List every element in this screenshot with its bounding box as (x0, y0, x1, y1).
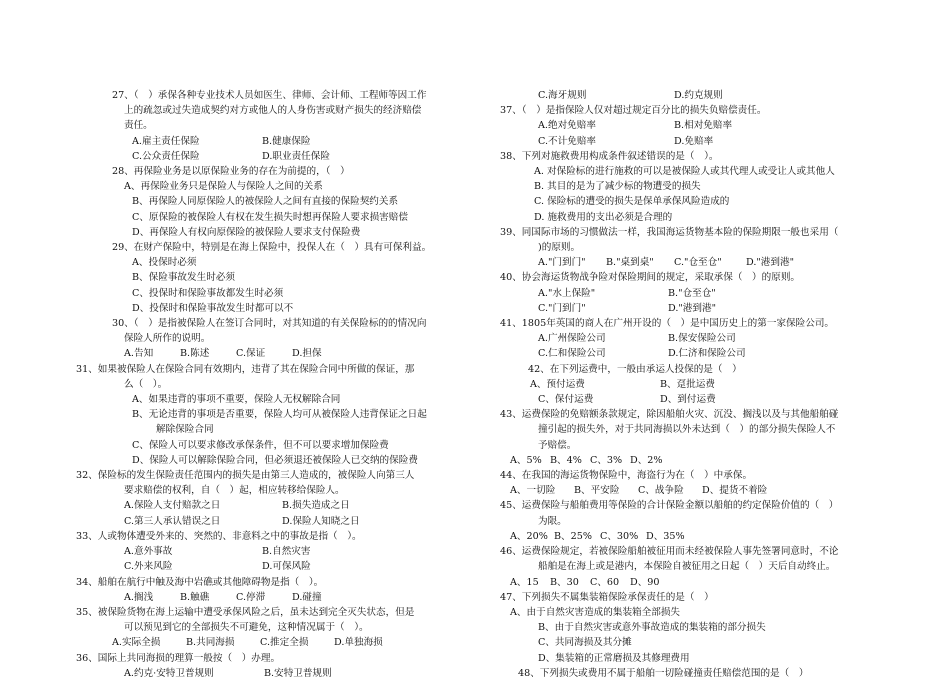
option-a: A.雇主责任保险 (132, 135, 200, 147)
option-d: D.碰撞 (292, 591, 322, 603)
option-a: A、如果违背的事项不重要，保险人无权解除合同 (132, 394, 341, 406)
question-text: 27、（ ）承保各种专业技术人员如医生、律师、会计师、工程师等因工作 (112, 90, 427, 101)
option-a: A. 对保险标的进行施救的可以是被保险人或其代理人或受让人或其他人 (534, 166, 835, 178)
option-d: D.仁济和保险公司 (668, 348, 746, 360)
option-b-cont: 解除保险合同 (156, 424, 214, 436)
left-column (76, 88, 476, 681)
option-a: A."门到门" (538, 257, 586, 269)
question-37 (500, 103, 900, 149)
option-d: D.担保 (292, 348, 322, 360)
question-text: 43、运费保险的免赔额条款规定，除因船舶火灾、沉没、搁浅以及与其他船舶碰 (500, 409, 839, 421)
option-a: A、20% (510, 530, 548, 542)
option-row (76, 134, 476, 149)
option-d: D.职业责任保险 (262, 150, 330, 162)
question-text: )的原则。 (538, 242, 581, 254)
option-row (500, 392, 900, 407)
option-c: C、原保险的被保险人有权在发生损失时想再保险人要求损害赔偿 (132, 211, 408, 223)
question-46 (500, 544, 900, 590)
question-text: 46、运费保险规定，若被保险船舶被征用而未经被保险人事先签署同意时，不论 (500, 546, 839, 558)
option-d: D、90 (630, 576, 660, 588)
option-b: B、保险事故发生时必须 (132, 272, 235, 284)
question-44 (500, 468, 900, 498)
question-39 (500, 225, 900, 271)
question-text: 37、（ ）是指保险人仅对超过规定百分比的损失负赔偿责任。 (500, 105, 767, 117)
option-c: C、投保时和保险事故都发生时必须 (132, 287, 284, 299)
option-d: D、投保时和保险事故发生时都可以不 (132, 302, 294, 314)
option-d: D、到付运费 (660, 394, 716, 406)
option-c: C、保险人可以要求修改承保条件，但不可以要求增加保险费 (132, 439, 389, 451)
option-d: D.约克规则 (674, 90, 723, 101)
question-41 (500, 316, 900, 362)
option-row (76, 346, 476, 361)
option-d: D.免赔率 (674, 135, 714, 147)
option-c: C、60 (590, 576, 620, 588)
option-a: A、投保时必须 (132, 257, 197, 269)
option-b: B、25% (554, 530, 592, 542)
option-row (76, 149, 476, 164)
option-c: C.保证 (236, 348, 266, 360)
option-a: A.约克·安特卫普规则 (124, 667, 214, 679)
option-a: A.保险人支付赔款之日 (124, 500, 221, 512)
option-d: D.单独海损 (334, 637, 383, 649)
option-d: D、保险人可以解除保险合同，但必须退还被保险人已交纳的保险费 (132, 454, 418, 466)
question-text: 可以预见到它的全部损失不可避免，这种情况属于（ ）。 (124, 622, 369, 634)
option-b: B.共同海损 (186, 637, 235, 649)
question-text: 32、保险标的发生保险责任范围内的损失是由第三人造成的，被保险人向第三人 (76, 470, 415, 482)
question-text: 47、下列损失不属集装箱保险承保责任的是（ ） (500, 591, 714, 603)
option-row (76, 514, 476, 529)
question-33 (76, 529, 476, 575)
option-row (500, 331, 900, 346)
option-row (500, 453, 900, 468)
option-a: A、5% (510, 454, 542, 466)
option-row (76, 544, 476, 559)
question-text: 40、协会海运货物战争险对保险期间的规定，采取承保（ ）的原则。 (500, 272, 801, 284)
option-c: C.不计免赔率 (538, 135, 597, 147)
question-text: 撞引起的损失外，对于共同海损以外未达到（ ）的部分损失保险人不 (538, 424, 836, 436)
question-45 (500, 498, 900, 544)
option-d: D.保险人知晓之日 (282, 515, 360, 527)
question-47 (500, 590, 900, 666)
question-30 (76, 316, 476, 362)
option-a: A.绝对免赔率 (538, 120, 596, 132)
option-d: D、2% (630, 454, 663, 466)
question-32 (76, 468, 476, 529)
question-42 (500, 362, 900, 408)
option-row (76, 635, 476, 650)
option-a: A、由于自然灾害造成的集装箱全部损失 (510, 606, 681, 618)
question-38 (500, 149, 900, 225)
question-text: 责任。 (124, 120, 153, 132)
question-36-continued (500, 88, 900, 103)
right-column (500, 88, 900, 681)
option-b: B、30 (550, 576, 579, 588)
question-text: 为限。 (538, 515, 567, 527)
question-text: 45、运费保险与船舶费用等保险的合计保险金额以船舶的约定保险价值的（ ） (500, 500, 839, 512)
question-40 (500, 270, 900, 316)
question-text: 42、在下列运费中，一般由承运人投保的是（ ） (528, 363, 742, 375)
question-27 (76, 88, 476, 164)
option-c: C、30% (600, 530, 639, 542)
question-text: 44、在我国的海运货物保险中，海盗行为在（ ）中承保。 (500, 470, 753, 482)
question-text: 29、在财产保险中，特别是在海上保险中，投保人在（ ）具有可保利益。 (112, 242, 432, 254)
option-b: B、4% (550, 454, 582, 466)
question-text: 上的疏忽或过失造成契约对方或他人的人身伤害或财产损失的经济赔偿 (124, 105, 422, 117)
question-text: 28、再保险业务是以原保险业务的存在为前提的，（ ） (112, 166, 350, 178)
option-b: B.触礁 (180, 591, 210, 603)
option-c: C.海牙规则 (538, 90, 587, 101)
question-text: 30、（ ）是指被保险人在签订合同时，对其知道的有关保险标的的情况向 (112, 318, 427, 330)
option-b: B.保安保险公司 (668, 333, 736, 345)
option-row (500, 286, 900, 301)
option-b: B.健康保险 (262, 135, 311, 147)
option-a: A、再保险业务只是保险人与保险人之间的关系 (124, 181, 323, 193)
option-c: C."仓至仓" (674, 257, 722, 269)
option-b: B.相对免赔率 (674, 120, 733, 132)
option-c: C. 保险标的遭受的损失是保单承保风险造成的 (534, 196, 730, 208)
option-c: C."门到门" (538, 302, 586, 314)
option-c: C.推定全损 (260, 637, 309, 649)
question-43 (500, 407, 900, 468)
option-a: A、一切险 (510, 485, 556, 497)
question-34 (76, 575, 476, 605)
option-c: C.公众责任保险 (132, 150, 200, 162)
option-b: B、无论违背的事项是否重要，保险人均可从被保险人违背保证之日起 (132, 409, 427, 421)
option-c: C.外来风险 (124, 561, 173, 573)
option-row (500, 346, 900, 361)
option-b: B. 其目的是为了减少标的物遭受的损失 (534, 181, 701, 193)
question-text: 35、被保险货物在海上运输中遭受承保风险之后，虽未达到完全灭失状态，但是 (76, 606, 415, 618)
option-a: A.广州保险公司 (538, 333, 606, 345)
question-text: 予赔偿。 (538, 439, 577, 451)
question-text: 39、同国际市场的习惯做法一样，我国海运货物基本险的保险期限一般也采用（ (500, 226, 839, 238)
option-b: B.陈述 (180, 348, 210, 360)
option-c: C、共同海损及其分摊 (538, 637, 632, 649)
option-row (500, 377, 900, 392)
option-row (500, 118, 900, 133)
option-b: B."仓至仓" (668, 287, 716, 299)
question-29 (76, 240, 476, 316)
question-text: 41、1805年英国的商人在广州开设的（ ）是中国历史上的第一家保险公司。 (500, 318, 835, 330)
option-d: D."港到港" (746, 257, 795, 269)
option-b: B、平安险 (574, 485, 620, 497)
option-d: D、再保险人有权向原保险的被保险人要求支付保险费 (132, 226, 361, 238)
option-row (76, 666, 476, 681)
option-row (76, 590, 476, 605)
question-31 (76, 362, 476, 468)
option-b: B、由于自然灾害或意外事故造成的集装箱的部分损失 (538, 622, 766, 634)
option-b: B、再保险人同原保险人的被保险人之间有直接的保险契约关系 (132, 196, 399, 208)
option-c: C、保付运费 (538, 394, 594, 406)
option-c: C、3% (590, 454, 623, 466)
option-c: C.停滞 (236, 591, 266, 603)
option-b: B.自然灾害 (262, 546, 311, 558)
option-a: A.实际全损 (112, 637, 161, 649)
option-b: B."桌到桌" (606, 257, 654, 269)
question-28 (76, 164, 476, 240)
option-b: B.损失造成之日 (282, 500, 350, 512)
option-row (76, 559, 476, 574)
option-d: D.可保风险 (262, 561, 311, 573)
option-row (76, 498, 476, 513)
option-row (500, 483, 900, 498)
question-text: 34、船舶在航行中触及海中岩礁或其他障碍物是指（ ）。 (76, 576, 324, 588)
question-text: 38、下列对施救费用构成条件叙述错误的是（ ）。 (500, 150, 719, 162)
option-a: A.搁浅 (124, 591, 154, 603)
option-c: C.第三人承认错误之日 (124, 515, 221, 527)
option-row (500, 88, 900, 103)
option-a: A."水上保险" (538, 287, 596, 299)
option-d: D、提货不着险 (702, 485, 768, 497)
option-c: C、战争险 (638, 485, 684, 497)
option-d: D、集装箱的正常磨损及其修理费用 (538, 652, 690, 664)
option-a: A.告知 (124, 348, 154, 360)
option-d: D."港到港" (668, 302, 717, 314)
option-d: D、35% (646, 530, 685, 542)
option-b: B.安特卫普规则 (264, 667, 332, 679)
question-text: 48、下列损失或费用不属于船舶一切险碰撞责任赔偿范围的是（ ） (518, 667, 809, 679)
question-35 (76, 605, 476, 651)
question-text: 保险人所作的说明。 (124, 333, 211, 345)
option-d: D. 施救费用的支出必须是合理的 (534, 211, 673, 223)
question-text: 要求赔偿的权利，自（ ）起，相应转移给保险人。 (124, 485, 345, 497)
option-row (500, 134, 900, 149)
question-text: 36、国际上共同海损的理算一般按（ ）办理。 (76, 652, 281, 664)
option-row (500, 575, 900, 590)
option-row (500, 529, 900, 544)
question-text: 船舶是在海上或是港内，本保险自被征用之日起（ ）天后自动终止。 (538, 561, 836, 573)
option-b: B、趸批运费 (660, 378, 716, 390)
option-c: C.仁和保险公司 (538, 348, 606, 360)
question-36 (76, 651, 476, 681)
question-text: 么（ ）。 (124, 378, 168, 390)
question-text: 33、人或物体遭受外来的、突然的、非意料之中的事故是指（ ）。 (76, 530, 362, 542)
option-row (500, 255, 900, 270)
option-row (500, 301, 900, 316)
option-a: A、预付运费 (530, 378, 585, 390)
question-text: 31、如果被保险人在保险合同有效期内，违背了其在保险合同中所做的保证，那 (76, 363, 415, 375)
option-a: A.意外事故 (124, 546, 173, 558)
option-a: A、15 (510, 576, 539, 588)
question-48 (500, 666, 900, 681)
